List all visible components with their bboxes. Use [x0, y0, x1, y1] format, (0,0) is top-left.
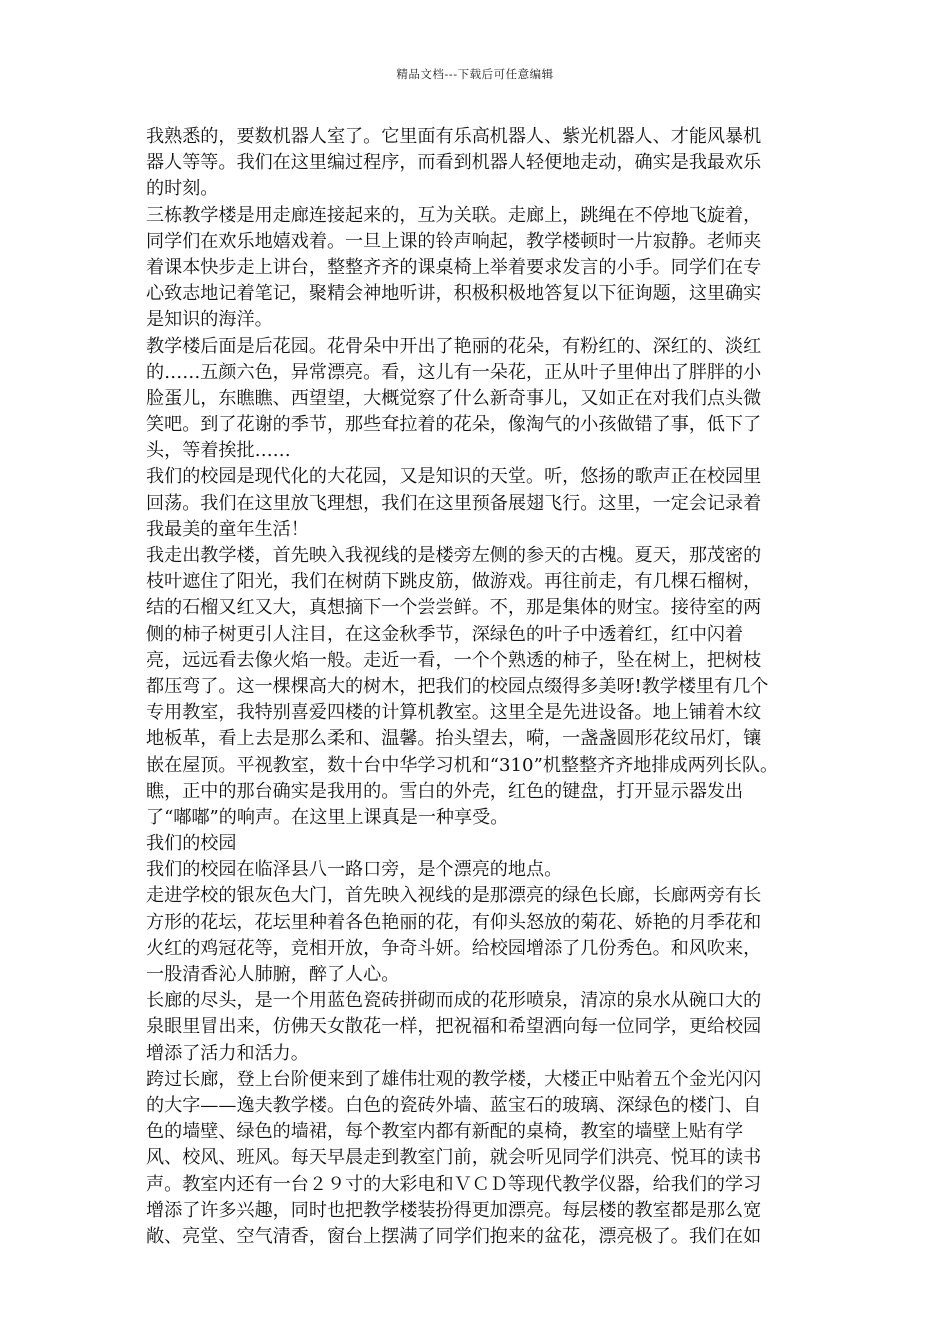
text-line: 火红的鸡冠花等，竞相开放，争奇斗妍。给校园增添了几份秀色。和风吹来， — [146, 937, 762, 959]
text-line: 嵌在屋顶。平视教室，数十台中华学习机和“310”机整整齐齐地排成两列长队。 — [146, 754, 779, 776]
text-line: 专用教室，我特别喜爱四楼的计算机教室。这里全是先进设备。地上铺着木纹 — [146, 702, 762, 724]
document-body — [146, 124, 806, 1250]
text-line: 一股清香沁人肺腑，醉了人心。 — [146, 964, 400, 985]
text-line: 同学们在欢乐地嬉戏着。一旦上课的铃声响起，教学楼顿时一片寂静。老师夹 — [146, 230, 762, 252]
text-line: 了“嘟嘟”的响声。在这里上课真是一种享受。 — [146, 806, 509, 828]
text-line: 敞、亮堂、空气清香，窗台上摆满了同学们抱来的盆花，漂亮极了。我们在如 — [146, 1225, 762, 1247]
text-line: 三栋教学楼是用走廊连接起来的，互为关联。走廊上，跳绳在不停地飞旋着， — [146, 204, 762, 226]
text-line: 脸蛋儿，东瞧瞧、西望望，大概觉察了什么新奇事儿，又如正在对我们点头微 — [146, 387, 762, 409]
text-line: 泉眼里冒出来，仿佛天女散花一样，把祝福和希望洒向每一位同学，更给校园 — [146, 1016, 762, 1038]
text-line: 亮，远远看去像火焰一般。走近一看，一个个熟透的柿子，坠在树上，把树枝 — [146, 649, 762, 671]
text-line: 我走出教学楼，首先映入我视线的是楼旁左侧的参天的古槐。夏天，那茂密的 — [146, 545, 762, 566]
text-line: 的时刻。 — [146, 178, 219, 200]
text-line: 结的石榴又红又大，真想摘下一个尝尝鲜。不，那是集体的财宝。接待室的两 — [146, 597, 762, 619]
text-line: 走进学校的银灰色大门，首先映入视线的是那漂亮的绿色长廊，长廊两旁有长 — [146, 885, 762, 907]
text-line: 的大字——逸夫教学楼。白色的瓷砖外墙、蓝宝石的玻璃、深绿色的楼门、自 — [146, 1094, 762, 1116]
text-line: 教学楼后面是后花园。花骨朵中开出了艳丽的花朵，有粉红的、深红的、淡红 — [146, 335, 762, 357]
text-line: 地板革，看上去是那么柔和、温馨。抬头望去，嗬，一盏盏圆形花纹吊灯，镶 — [146, 728, 762, 750]
text-line: 我熟悉的，要数机器人室了。它里面有乐高机器人、紫光机器人、才能风暴机 — [146, 126, 762, 147]
text-line: 笑吧。到了花谢的季节，那些耷拉着的花朵，像淘气的小孩做错了事，低下了 — [146, 414, 762, 436]
text-line: 长廊的尽头，是一个用蓝色瓷砖拼砌而成的花形喷泉，清凉的泉水从碗口大的 — [146, 990, 762, 1012]
text-line: 增添了活力和活力。 — [146, 1042, 309, 1064]
text-line: 我们的校园 — [146, 833, 237, 855]
text-line: 跨过长廊，登上台阶便来到了雄伟壮观的教学楼，大楼正中贴着五个金光闪闪 — [146, 1068, 762, 1090]
text-line: 瞧，正中的那台确实是我用的。雪白的外壳，红色的键盘，打开显示器发出 — [146, 780, 744, 802]
text-line: 侧的柿子树更引人注目，在这金秋季节，深绿色的叶子中透着红，红中闪着 — [146, 623, 744, 645]
text-line: 回荡。我们在这里放飞理想，我们在这里预备展翅飞行。这里，一定会记录着 — [146, 492, 762, 514]
text-line: 增添了许多兴趣，同时也把教学楼装扮得更加漂亮。每层楼的教室都是那么宽 — [146, 1199, 762, 1221]
text-line: 头，等着挨批…… — [146, 440, 291, 462]
text-line: 声。教室内还有一台２９寸的大彩电和ＶＣＤ等现代教学仪器，给我们的学习 — [146, 1173, 762, 1195]
text-line: 我们的校园在临泽县八一路口旁，是个漂亮的地点。 — [146, 859, 563, 881]
text-line: 是知识的海洋。 — [146, 309, 273, 331]
text-line: 我们的校园是现代化的大花园，又是知识的天堂。听，悠扬的歌声正在校园里 — [146, 466, 762, 488]
text-line: 色的墙壁、绿色的墙裙，每个教室内都有新配的桌椅，教室的墙壁上贴有学 — [146, 1121, 744, 1143]
text-line: 的……五颜六色，异常漂亮。看，这儿有一朵花，正从叶子里伸出了胖胖的小 — [146, 361, 762, 383]
text-line: 心致志地记着笔记，聚精会神地听讲，积极积极地答复以下征询题，这里确实 — [146, 283, 762, 305]
text-line: 枝叶遮住了阳光，我们在树荫下跳皮筋，做游戏。再往前走，有几棵石榴树， — [146, 571, 762, 593]
text-line: 着课本快步走上讲台，整整齐齐的课桌椅上举着要求发言的小手。同学们在专 — [146, 256, 762, 278]
text-line: 风、校风、班风。每天早晨走到教室门前，就会听见同学们洪亮、悦耳的读书 — [146, 1147, 762, 1169]
page-header: 精品文档---下载后可任意编辑 — [396, 67, 554, 81]
text-line: 方形的花坛，花坛里种着各色艳丽的花，有仰头怒放的菊花、娇艳的月季花和 — [146, 911, 762, 933]
text-line: 器人等等。我们在这里编过程序，而看到机器人轻便地走动，确实是我最欢乐 — [146, 152, 762, 174]
text-line: 都压弯了。这一棵棵高大的树木，把我们的校园点缀得多美呀!教学楼里有几个 — [146, 675, 769, 697]
text-line: 我最美的童年生活！ — [146, 518, 309, 540]
